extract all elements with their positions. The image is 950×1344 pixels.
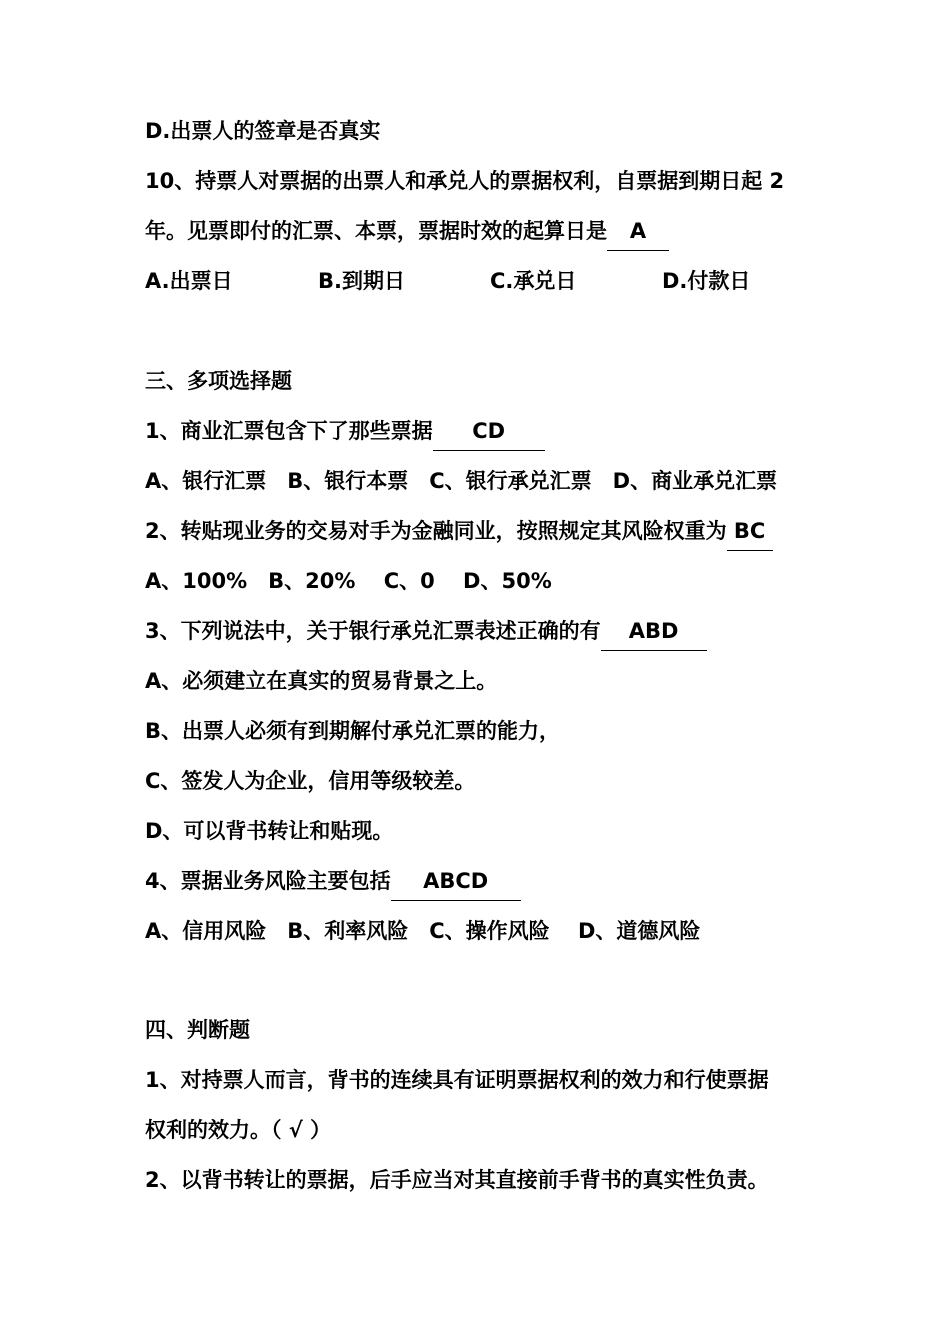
- q10-stem-text: 年。见票即付的汇票、本票，票据时效的起算日是: [145, 219, 607, 243]
- s4-q1-line1: 1、对持票人而言，背书的连续具有证明票据权利的效力和行使票据: [145, 1068, 769, 1092]
- s4-q1-line2: 权利的效力。（ √ ）: [145, 1118, 332, 1142]
- s3-q4-answer-blank: ABCD: [391, 866, 521, 901]
- s3-q3-answer-blank: ABD: [601, 616, 707, 651]
- s3-q3-option-b: B、出票人必须有到期解付承兑汇票的能力，: [145, 719, 561, 743]
- s4-q2: 2、以背书转让的票据，后手应当对其直接前手背书的真实性负责。: [145, 1168, 769, 1192]
- q10-stem-line1: 10、持票人对票据的出票人和承兑人的票据权利，自票据到期日起 2: [145, 169, 785, 193]
- s3-q1-answer-blank: CD: [433, 416, 545, 451]
- s3-q3-option-c: C、签发人为企业，信用等级较差。: [145, 769, 476, 793]
- s3-q2-stem: [145, 516, 773, 551]
- s3-q4-stem: [145, 866, 521, 901]
- s3-q1-options: A、银行汇票 B、银行本票 C、银行承兑汇票 D、商业承兑汇票: [145, 469, 778, 493]
- s3-q2-options: A、100% B、20% C、0 D、50%: [145, 569, 552, 593]
- s3-q4-options: A、信用风险 B、利率风险 C、操作风险 D、道德风险: [145, 919, 701, 943]
- q10-option-b: B.到期日: [318, 269, 405, 293]
- q10-option-a: A.出票日: [145, 269, 233, 293]
- section4-heading: 四、判断题: [145, 1018, 250, 1042]
- s3-q4-stem-text: 4、票据业务风险主要包括: [145, 869, 391, 893]
- q10-answer-blank: A: [607, 216, 669, 251]
- q9-option-d: D.出票人的签章是否真实: [145, 119, 381, 143]
- s3-q3-stem-text: 3、下列说法中，关于银行承兑汇票表述正确的有: [145, 619, 601, 643]
- q10-option-c: C.承兑日: [490, 269, 577, 293]
- section3-heading: 三、多项选择题: [145, 369, 292, 393]
- s3-q1-stem: [145, 416, 545, 451]
- s3-q1-stem-text: 1、商业汇票包含下了那些票据: [145, 419, 433, 443]
- s3-q3-option-a: A、必须建立在真实的贸易背景之上。: [145, 669, 498, 693]
- s3-q2-stem-text: 2、转贴现业务的交易对手为金融同业，按照规定其风险权重为: [145, 519, 727, 543]
- q10-stem-line2: [145, 216, 669, 251]
- s3-q3-option-d: D、可以背书转让和贴现。: [145, 819, 394, 843]
- s3-q3-stem: [145, 616, 707, 651]
- q10-options: [145, 266, 845, 296]
- s3-q2-answer-blank: BC: [727, 516, 773, 551]
- q10-option-d: D.付款日: [662, 269, 751, 293]
